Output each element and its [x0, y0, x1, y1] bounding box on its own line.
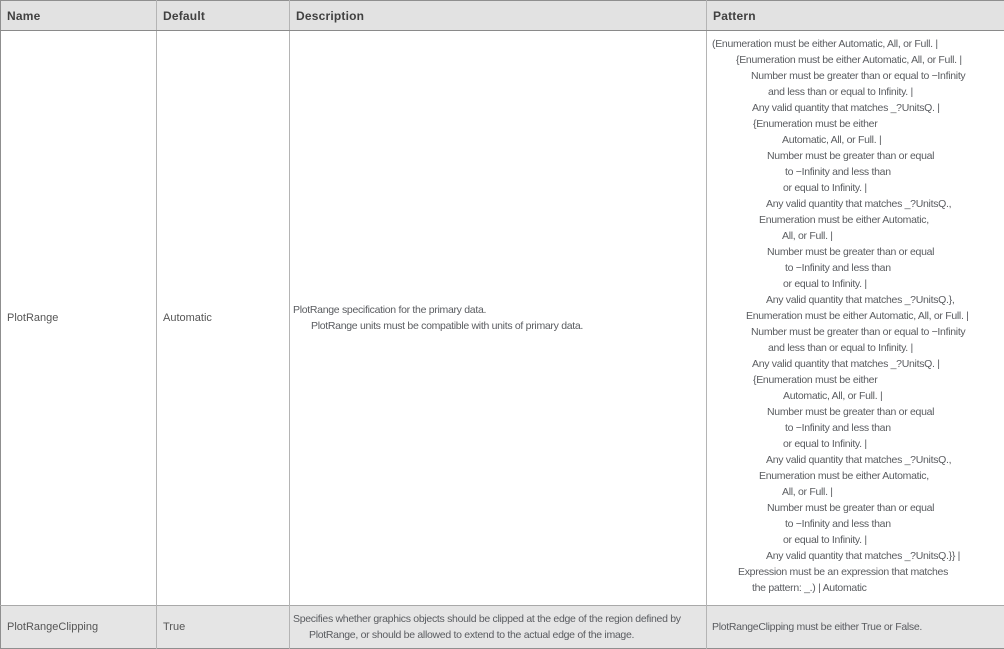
pattern-line: and less than or equal to Infinity. |: [768, 342, 913, 354]
pattern-line: (Enumeration must be either Automatic, All, or Full. |: [712, 38, 938, 50]
option-pattern: [707, 31, 1004, 606]
pattern-line: Any valid quantity that matches _?UnitsQ.,: [766, 454, 952, 466]
option-description: [290, 31, 707, 606]
table-row-plotrange: [1, 31, 1004, 606]
pattern-line: Automatic, All, or Full. |: [782, 134, 882, 146]
option-description: [290, 606, 707, 649]
column-header-pattern: Pattern: [707, 1, 1004, 31]
pattern-line: Number must be greater than or equal: [767, 246, 935, 258]
pattern-line: Enumeration must be either Automatic, All, or Full. |: [746, 310, 969, 322]
pattern-line: All, or Full. |: [782, 486, 833, 498]
description-line: PlotRange, or should be allowed to extend to the actual edge of the image.: [309, 629, 635, 641]
column-header-description: Description: [290, 1, 707, 31]
pattern-line: the pattern: _.) | Automatic: [752, 582, 867, 594]
pattern-line: Any valid quantity that matches _?UnitsQ. |: [752, 358, 940, 370]
pattern-line: to −Infinity and less than: [785, 262, 891, 274]
pattern-line: Any valid quantity that matches _?UnitsQ.},: [766, 294, 955, 306]
pattern-line: or equal to Infinity. |: [783, 534, 867, 546]
pattern-line: Enumeration must be either Automatic,: [759, 470, 929, 482]
pattern-line: Any valid quantity that matches _?UnitsQ.,: [766, 198, 952, 210]
pattern-line: All, or Full. |: [782, 230, 833, 242]
option-pattern: [707, 606, 1004, 649]
description-lines: [293, 302, 702, 334]
pattern-line: Number must be greater than or equal: [767, 406, 935, 418]
description-line: Specifies whether graphics objects should be clipped at the edge of the region defined by: [293, 613, 681, 625]
pattern-line: Any valid quantity that matches _?UnitsQ. |: [752, 102, 940, 114]
pattern-lines: [712, 36, 1000, 596]
table-row-plotrangeclipping: [1, 606, 1004, 649]
pattern-line: Number must be greater than or equal: [767, 502, 935, 514]
description-line: PlotRange units must be compatible with units of primary data.: [311, 320, 584, 332]
pattern-line: or equal to Infinity. |: [783, 182, 867, 194]
pattern-line: Number must be greater than or equal to −Infinity: [751, 326, 966, 338]
pattern-line: and less than or equal to Infinity. |: [768, 86, 913, 98]
pattern-line: {Enumeration must be either: [753, 118, 878, 130]
option-name: PlotRange: [7, 312, 59, 324]
pattern-line: Number must be greater than or equal: [767, 150, 935, 162]
option-name: PlotRangeClipping: [1, 606, 157, 649]
pattern-line: to −Infinity and less than: [785, 518, 891, 530]
option-default: Automatic: [157, 31, 290, 606]
pattern-lines: [712, 619, 1000, 635]
pattern-line: {Enumeration must be either: [753, 374, 878, 386]
pattern-line: Automatic, All, or Full. |: [783, 390, 883, 402]
column-header-default: Default: [157, 1, 290, 31]
header-row: [1, 1, 1004, 31]
pattern-line: Expression must be an expression that matches: [738, 566, 949, 578]
pattern-line: or equal to Infinity. |: [783, 438, 867, 450]
pattern-line: or equal to Infinity. |: [783, 278, 867, 290]
pattern-line: to −Infinity and less than: [785, 166, 891, 178]
description-lines: [293, 611, 702, 643]
option-default: True: [157, 606, 290, 649]
pattern-line: Any valid quantity that matches _?UnitsQ.}} |: [766, 550, 961, 562]
pattern-line: Number must be greater than or equal to −Infinity: [751, 70, 966, 82]
description-line: PlotRange specification for the primary data.: [293, 304, 487, 316]
pattern-line: {Enumeration must be either Automatic, All, or Full. |: [736, 54, 962, 66]
column-header-name: Name: [1, 1, 157, 31]
pattern-line: PlotRangeClipping must be either True or False.: [712, 621, 923, 633]
pattern-line: Enumeration must be either Automatic,: [759, 214, 929, 226]
pattern-line: to −Infinity and less than: [785, 422, 891, 434]
